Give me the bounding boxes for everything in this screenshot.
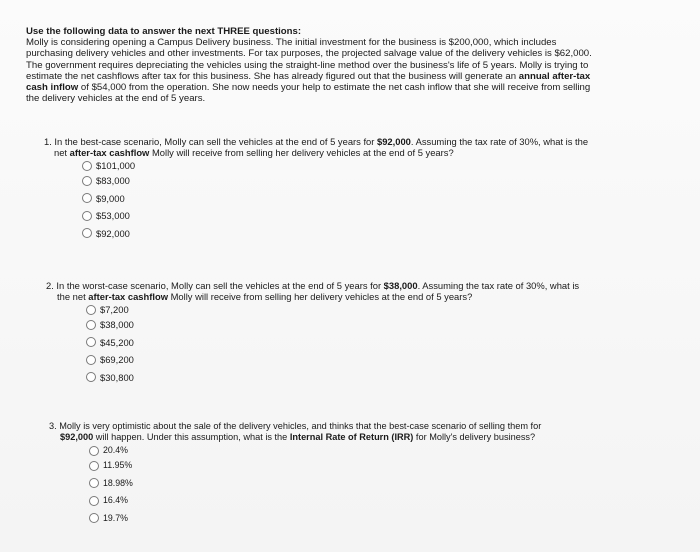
intro-emphasis: cash inflow [26, 82, 79, 94]
intro-line: the delivery vehicles at the end of 5 years. [26, 93, 206, 105]
question-3 [49, 421, 541, 527]
radio-button[interactable] [86, 337, 96, 347]
answer-option[interactable] [86, 351, 579, 369]
question-text: . Assuming the tax rate of 30%, what is the [410, 136, 589, 147]
answer-option[interactable] [89, 510, 541, 528]
answer-option[interactable] [86, 369, 579, 387]
answer-option[interactable] [89, 444, 541, 457]
question-emphasis: Internal Rate of Return (IRR) [289, 432, 414, 442]
answer-option[interactable] [86, 316, 579, 334]
answer-label: $53,000 [96, 210, 130, 222]
intro-text: of $54,000 from the operation. She now needs your help to estimate the net cash inflow that she will receive from selling [80, 82, 591, 94]
intro-line: Molly is considering opening a Campus Delivery business. The initial investment for the business is $200,000, which includes [26, 37, 557, 49]
answer-label: $45,200 [100, 336, 134, 348]
intro-emphasis: annual after-tax [518, 70, 591, 82]
question-text: for Molly's delivery business? [413, 432, 536, 442]
answer-label: $69,200 [100, 354, 134, 366]
answer-option[interactable] [82, 172, 588, 190]
radio-button[interactable] [89, 513, 99, 523]
radio-button[interactable] [89, 461, 99, 471]
answer-option[interactable] [86, 303, 579, 316]
question-text: the net [57, 291, 89, 302]
question-2-line-1 [46, 280, 579, 291]
answer-label: $92,000 [96, 227, 130, 239]
radio-button[interactable] [89, 496, 99, 506]
radio-button[interactable] [86, 355, 96, 365]
answer-label: 18.98% [103, 477, 133, 488]
intro-text: estimate the net cashflows after tax for this business. She has already figured out that the business will generate an [26, 70, 517, 82]
question-text: 1. In the best-case scenario, Molly can sell the vehicles at the end of 5 years for [44, 136, 377, 147]
question-3-line-2 [49, 432, 541, 443]
question-emphasis: $38,000 [383, 280, 418, 291]
answer-label: 16.4% [103, 495, 128, 506]
answer-options [82, 159, 588, 242]
answer-option[interactable] [82, 159, 588, 172]
question-text: Molly will receive from selling her delivery vehicles at the end of 5 years? [168, 291, 473, 302]
intro-line [26, 82, 672, 93]
radio-button[interactable] [89, 446, 99, 456]
radio-button[interactable] [82, 161, 92, 171]
answer-option[interactable] [89, 475, 541, 493]
question-1-line-2 [44, 147, 588, 158]
intro-line: The government requires depreciating the vehicles using the straight-line method over the business's life of 5 years. Molly is trying to [26, 59, 589, 71]
question-text: . Assuming the tax rate of 30%, what is [417, 280, 580, 291]
intro-block [26, 26, 672, 104]
question-emphasis: after-tax cashflow [69, 147, 150, 158]
intro-line: purchasing delivery vehicles and other investments. For tax purposes, the projected salvage value of the delivery vehicles is $62,000. [26, 48, 592, 60]
radio-button[interactable] [82, 193, 92, 203]
radio-button[interactable] [86, 320, 96, 330]
question-1 [44, 136, 588, 242]
question-text: will happen. Under this assumption, what is the [93, 432, 290, 442]
answer-label: $7,200 [100, 304, 129, 315]
answer-options [86, 303, 579, 386]
radio-button[interactable] [82, 228, 92, 238]
answer-label: 19.7% [103, 512, 128, 523]
question-text: Molly will receive from selling her delivery vehicles at the end of 5 years? [149, 147, 454, 158]
answer-options [89, 444, 541, 527]
radio-button[interactable] [82, 176, 92, 186]
question-emphasis: $92,000 [60, 432, 94, 442]
answer-option[interactable] [82, 225, 588, 243]
question-text: 2. In the worst-case scenario, Molly can sell the vehicles at the end of 5 years for [46, 280, 384, 291]
answer-label: $101,000 [96, 160, 136, 171]
answer-option[interactable] [86, 334, 579, 352]
intro-heading: Use the following data to answer the next THREE questions: [26, 26, 302, 37]
answer-label: $30,800 [100, 371, 134, 383]
answer-option[interactable] [82, 190, 588, 208]
answer-label: 11.95% [103, 460, 133, 471]
answer-label: 20.4% [103, 445, 128, 455]
question-1-line-1 [44, 136, 588, 147]
answer-option[interactable] [82, 207, 588, 225]
question-2 [46, 280, 579, 386]
radio-button[interactable] [86, 372, 96, 382]
answer-label: $9,000 [96, 192, 125, 204]
answer-option[interactable] [89, 457, 541, 475]
intro-line [26, 71, 672, 82]
answer-label: $83,000 [96, 175, 130, 187]
question-emphasis: after-tax cashflow [88, 291, 168, 302]
answer-label: $38,000 [100, 319, 134, 331]
answer-option[interactable] [89, 492, 541, 510]
question-emphasis: $92,000 [377, 136, 411, 147]
question-text: net [54, 147, 70, 158]
radio-button[interactable] [82, 211, 92, 221]
question-2-line-2 [46, 291, 579, 302]
radio-button[interactable] [86, 305, 96, 315]
radio-button[interactable] [89, 478, 99, 488]
question-3-line-1: 3. Molly is very optimistic about the sale of the delivery vehicles, and thinks that the best-case scenario of selling them for [49, 421, 542, 431]
